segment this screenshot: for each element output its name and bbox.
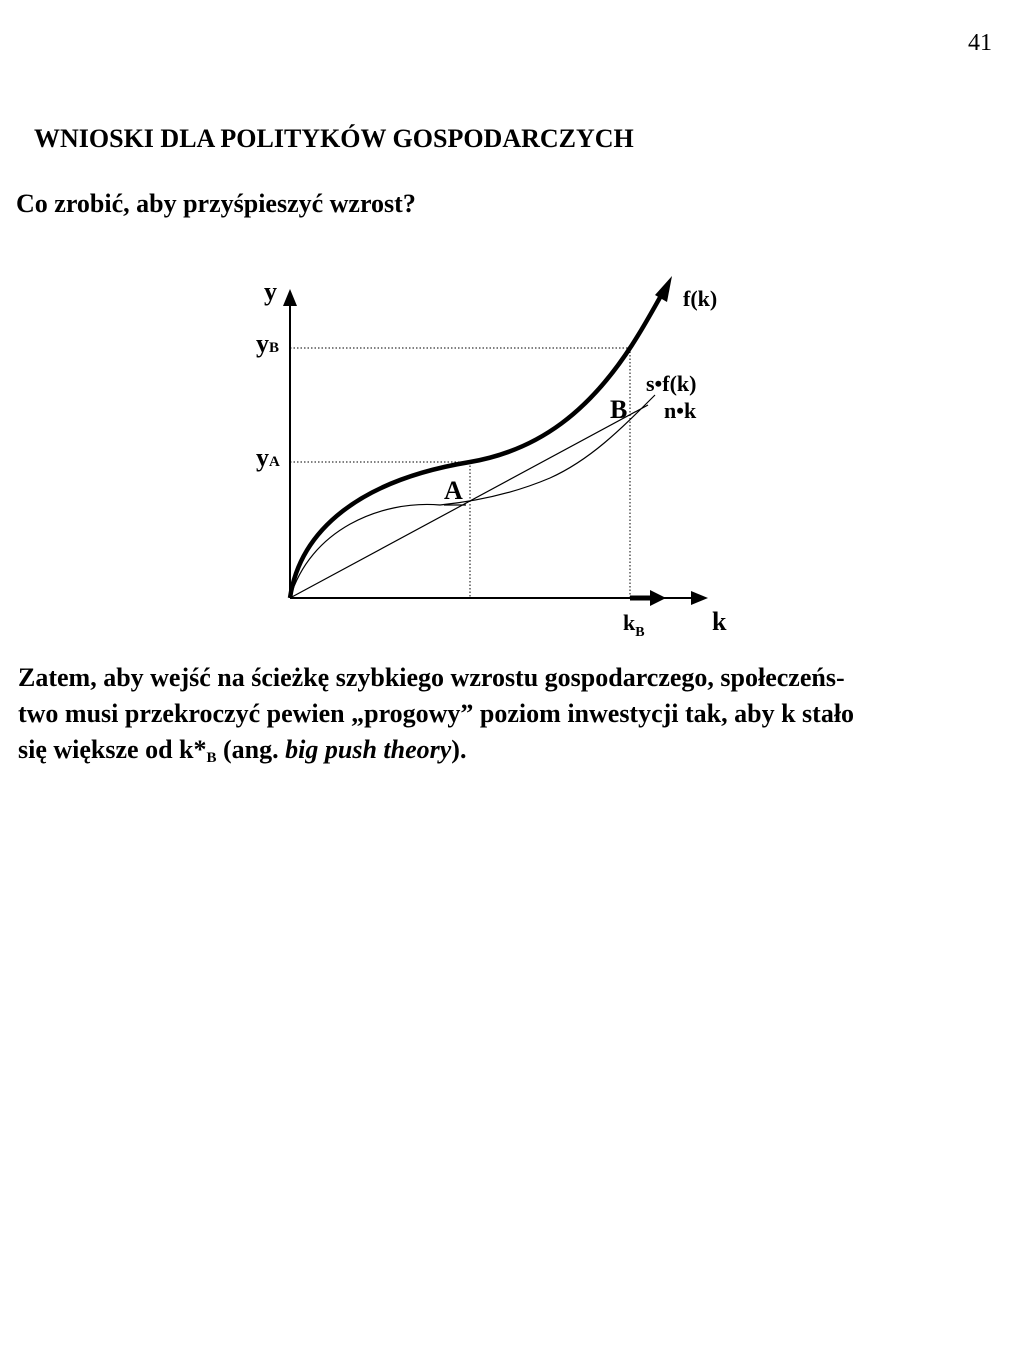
growth-diagram — [0, 0, 1024, 660]
ya-label — [256, 443, 280, 472]
conclusion-term-italic: big push theory — [285, 735, 452, 764]
conclusion-line-1: Zatem, aby wejść na ścieżkę szybkiego wzrostu gospodarczego, społeczeńs- — [18, 663, 845, 692]
kb-label-sub: B — [635, 625, 645, 640]
point-b-label: B — [610, 395, 628, 424]
fk-curve — [290, 294, 662, 598]
y-axis-arrowhead — [283, 289, 297, 306]
page-number: 41 — [968, 30, 992, 56]
yb-label — [256, 329, 279, 358]
conclusion-line-3 — [18, 732, 1008, 768]
conclusion-paragraph — [18, 660, 1008, 768]
fk-label: f(k) — [683, 286, 718, 311]
conclusion-line-3-mid: (ang. — [216, 735, 286, 764]
point-a-label: A — [444, 476, 463, 505]
k-shift-arrowhead — [650, 590, 666, 606]
y-axis-label: y — [264, 277, 277, 306]
conclusion-line-3-post: ). — [451, 735, 467, 764]
sfk-curve — [290, 395, 655, 598]
x-axis-label: k — [712, 607, 727, 636]
ya-label-sub: A — [269, 454, 280, 470]
conclusion-line-3-sub: B — [206, 750, 217, 766]
conclusion-line-2: two musi przekroczyć pewien „progowy” poziom inwestycji tak, aby k stało — [18, 699, 855, 728]
conclusion-line-3-pre: się większe od k* — [18, 735, 207, 764]
nk-label: n•k — [664, 398, 697, 423]
question-text: Co zrobić, aby przyśpieszyć wzrost? — [16, 189, 416, 218]
kb-label — [623, 610, 645, 640]
kb-label-main: k — [623, 610, 636, 635]
ya-label-main: y — [256, 443, 269, 472]
yb-label-main: y — [256, 329, 269, 358]
section-heading: WNIOSKI DLA POLITYKÓW GOSPODARCZYCH — [34, 124, 634, 153]
x-axis-arrowhead — [691, 591, 708, 605]
sfk-label: s•f(k) — [646, 371, 697, 396]
yb-label-sub: B — [269, 340, 280, 356]
